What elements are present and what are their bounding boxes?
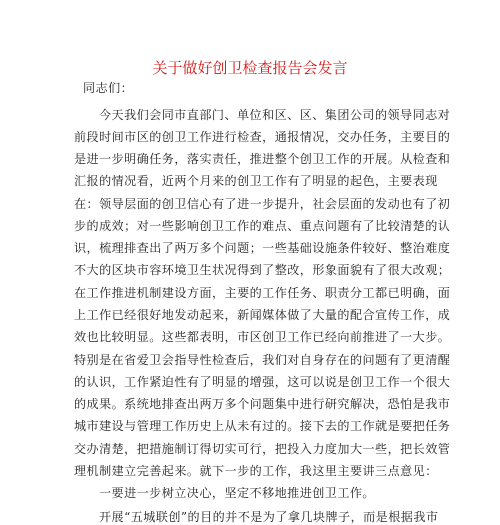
paragraph-line: 汇报的情况看，近两个月来的创卫工作有了明显的起色，主要表现 <box>74 174 438 188</box>
paragraph-line: 交办清楚，把措施制订得切实可行，把投入力度加大一些，把长效管 <box>74 442 451 456</box>
document-title: 关于做好创卫检查报告会发言 <box>152 59 348 77</box>
salutation: 同志们： <box>83 81 134 95</box>
paragraph-line: 前段时间市区的创卫工作进行检查，通报情况，交办任务，主要目的 <box>74 130 451 144</box>
paragraph-line: 识，梳理排查出了两万多个问题；一些基础设施条件较好、整治难度 <box>74 241 451 255</box>
paragraph-line: 一要进一步树立决心，坚定不移地推进创卫工作。 <box>99 486 375 500</box>
paragraph-line: 在工作推进机制建设方面，主要的工作任务、职责分工都已明确，面 <box>74 286 451 300</box>
paragraph-line: 城市建设与管理工作历史上从未有过的。接下去的工作就是要把任务 <box>74 419 451 433</box>
paragraph-line: 特别是在省爱卫会指导性检查后，我们对自身存在的问题有了更清醒 <box>74 353 451 367</box>
paragraph-line: 上工作已经很好地发动起来，新闻媒体做了大量的配合宣传工作，成 <box>74 308 451 322</box>
paragraph-line: 的成果。系统地排查出两万多个问题集中进行研究解决，恐怕是我市 <box>74 397 451 411</box>
paragraph-line: 效也比较明显。这些都表明，市区创卫工作已经向前推进了一大步。 <box>74 330 451 344</box>
paragraph-line: 理机制建立完善起来。就下一步的工作，我这里主要讲三点意见： <box>74 464 438 478</box>
paragraph-line: 不大的区块市容环境卫生状况得到了整改，形象面貌有了很大改观； <box>74 263 451 277</box>
paragraph-line: 步的成效；对一些影响创卫工作的难点、重点问题有了比较清楚的认 <box>74 219 451 233</box>
paragraph-line: 是进一步明确任务，落实责任，推进整个创卫工作的开展。从检查和 <box>74 152 451 166</box>
paragraph-line: 今天我们会同市直部门、单位和区、区、集团公司的领导同志对 <box>99 108 451 122</box>
paragraph-line: 的认识，工作紧迫性有了明显的增强，这可以说是创卫工作一个很大 <box>74 375 451 389</box>
paragraph-line: 在：领导层面的创卫信心有了进一步提升，社会层面的发动也有了初 <box>74 197 451 211</box>
paragraph-line: 开展“五城联创”的目的并不是为了拿几块牌子，而是根据我市 <box>99 510 439 524</box>
